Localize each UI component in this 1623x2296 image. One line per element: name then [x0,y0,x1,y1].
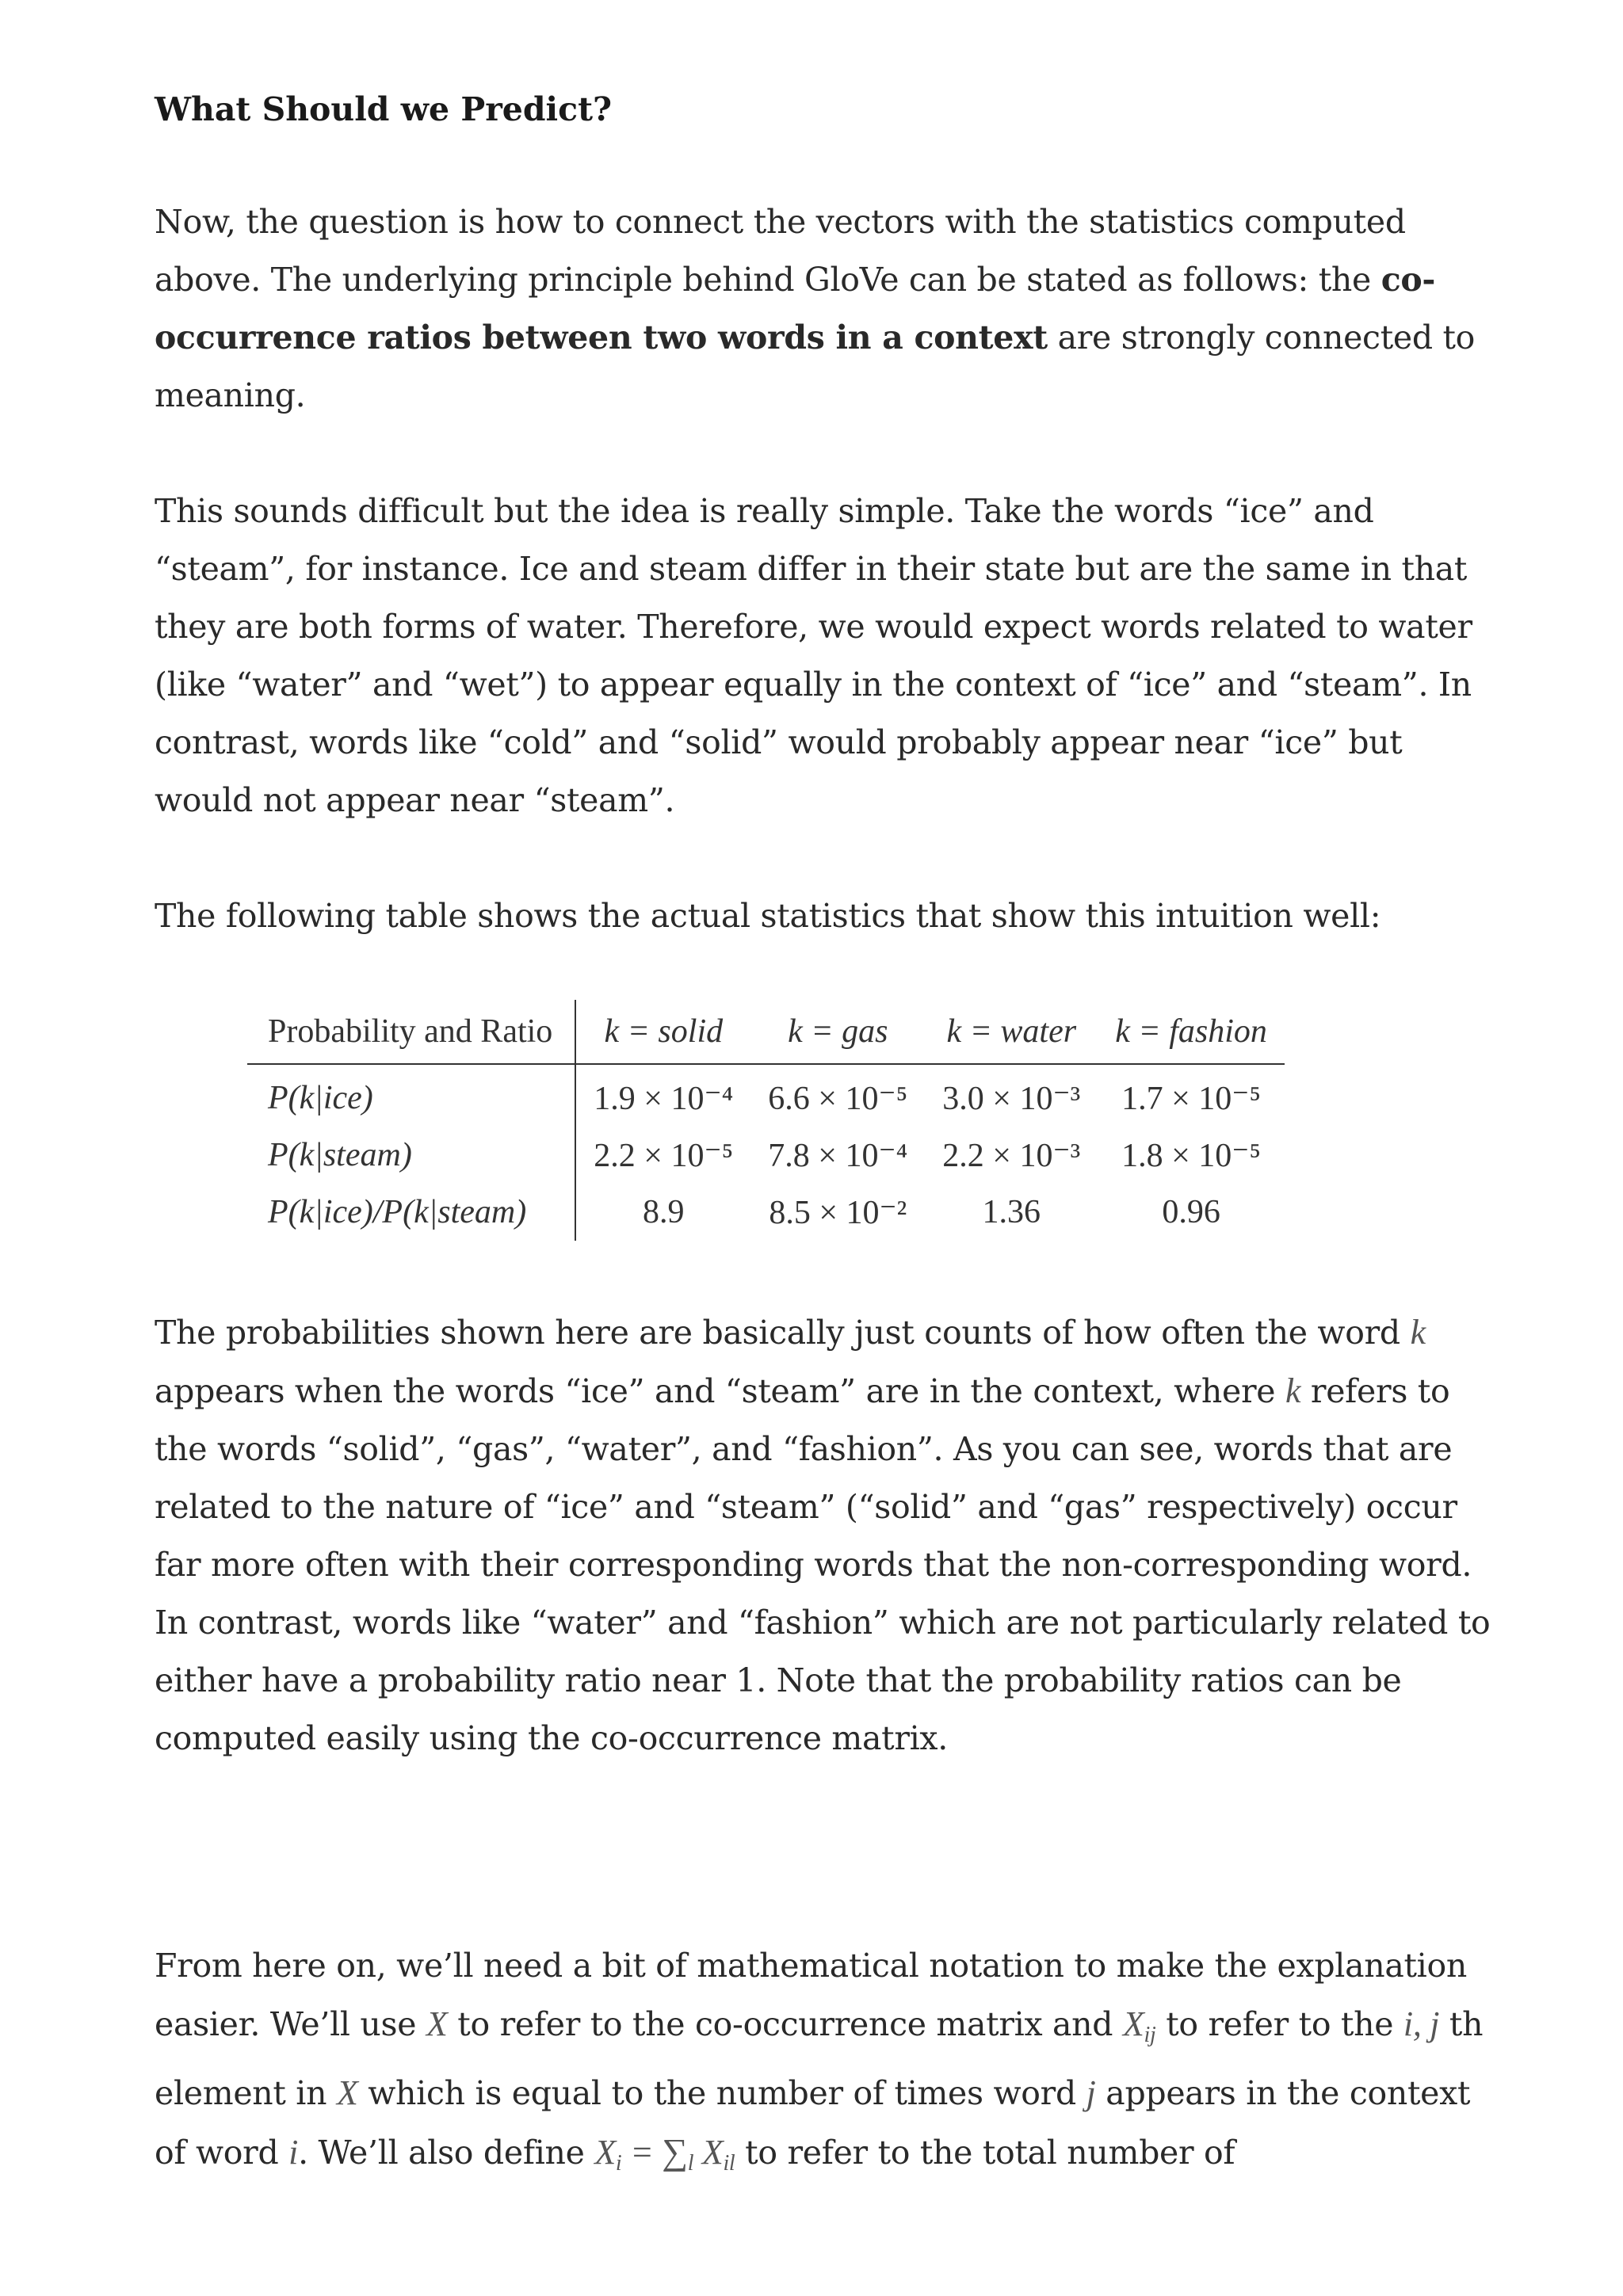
math-base: X [594,2133,616,2172]
paragraph-text: Now, the question is how to connect the vectors with the statistics computed above. The underlying principle behind GloVe can be stated as follows: the [155,203,1406,299]
probability-ratio-table [247,1000,1285,1241]
math-subscript: i [615,2151,622,2176]
paragraph-text: which is equal to the number of times word [357,2074,1086,2112]
paragraph-text: appears when the words “ice” and “steam” are in the context, where [155,1372,1285,1410]
paragraph-ice-steam-example: This sounds difficult but the idea is really simple. Take the words “ice” and “steam”, for instance. Ice and steam differ in their state but are the same in that they are both forms of water. Therefore, we would expect words related to water (like “water” and “wet”) to appear equally in the context of “ice” and “steam”. In contrast, words like “cold” and “solid” would probably appear near “ice” but would not appear near “steam”. [155,492,1472,819]
paragraph-table-intro: The following table shows the actual statistics that show this intuition well: [155,897,1381,935]
table-header-cell: k = gas [750,1000,925,1064]
math-i: i [288,2133,299,2172]
paragraph-text: refers to the words “solid”, “gas”, “water”, and “fashion”. As you can see, words that are related to the nature of “ice” and “steam” (“solid” and “gas” respectively) occur far more often with their corresponding words that the non-corresponding word. In contrast, words like “water” and “fashion” which are not particularly related to either have a probability ratio near 1. Note that the probability ratios can be computed easily using the co-occurrence matrix. [155,1372,1491,1757]
math-subscript: il [723,2151,735,2176]
table-cell: 1.8 × 10⁻⁵ [1121,1138,1262,1174]
paragraph-text: to refer to the co-occurrence matrix and [447,2005,1123,2043]
math-x: X [336,2073,358,2112]
table-row [247,1064,1285,1127]
table-row-label: P(k|ice)/P(k|steam) [247,1184,575,1241]
paragraph-notation [155,1937,1494,2192]
paragraph-text: From here on, we’ll need a bit of mathematical notation to make the explanation easier. We’ll use [155,1947,1467,2043]
paragraph-text: appears in the context of word [155,2074,1471,2172]
table-cell: 8.9 [643,1194,685,1230]
math-xij [1122,2004,1156,2047]
paragraph-glove-principle [155,193,1494,425]
paragraph-probability-explanation [155,1303,1494,1768]
paragraph-text: th element in [155,2005,1484,2112]
math-subscript: l [687,2151,694,2176]
section-heading: What Should we Predict? [155,90,613,128]
table-cell: 1.7 × 10⁻⁵ [1121,1081,1262,1117]
paragraph-text: are strongly connected to meaning. [155,318,1476,414]
table-cell: 6.6 × 10⁻⁵ [768,1081,908,1117]
math-x: X [426,2004,448,2043]
math-base: X [701,2133,724,2172]
table-row [247,1127,1285,1184]
paragraph-text: The probabilities shown here are basically just counts of how often the word [155,1314,1411,1352]
math-ij: i, j [1403,2004,1440,2043]
math-equals: = [621,2133,663,2172]
math-k: k [1410,1313,1426,1352]
table-header-cell: Probability and Ratio [247,1000,575,1064]
table-row-label: P(k|ice) [247,1064,575,1127]
table-row-label: P(k|steam) [247,1127,575,1184]
table-header-cell: k = solid [575,1000,750,1064]
table-header-cell: k = fashion [1098,1000,1285,1064]
bold-phrase: co-occurrence ratios between two words in a context [155,261,1436,357]
table-cell: 0.96 [1162,1194,1220,1230]
math-j: j [1086,2073,1096,2112]
table-cell: 2.2 × 10⁻³ [942,1138,1081,1174]
table-header-row [247,1000,1285,1064]
math-base: X [1122,2004,1144,2043]
table-cell: 8.5 × 10⁻² [769,1195,907,1231]
table-row [247,1184,1285,1241]
paragraph-text: . We’ll also define [298,2134,595,2172]
table-cell: 3.0 × 10⁻³ [942,1081,1081,1117]
sum-symbol: ∑ [662,2131,688,2172]
math-subscript: ij [1144,2023,1156,2047]
table-cell: 1.9 × 10⁻⁴ [594,1081,734,1117]
table-cell: 1.36 [982,1194,1041,1230]
table-cell: 2.2 × 10⁻⁵ [594,1138,734,1174]
paragraph-text: to refer to the total number of [735,2134,1235,2172]
table-header-cell: k = water [925,1000,1098,1064]
table-cell: 7.8 × 10⁻⁴ [768,1138,908,1174]
paragraph-text: to refer to the [1155,2005,1403,2043]
math-k: k [1285,1371,1301,1410]
math-xi-sum [594,2131,735,2176]
